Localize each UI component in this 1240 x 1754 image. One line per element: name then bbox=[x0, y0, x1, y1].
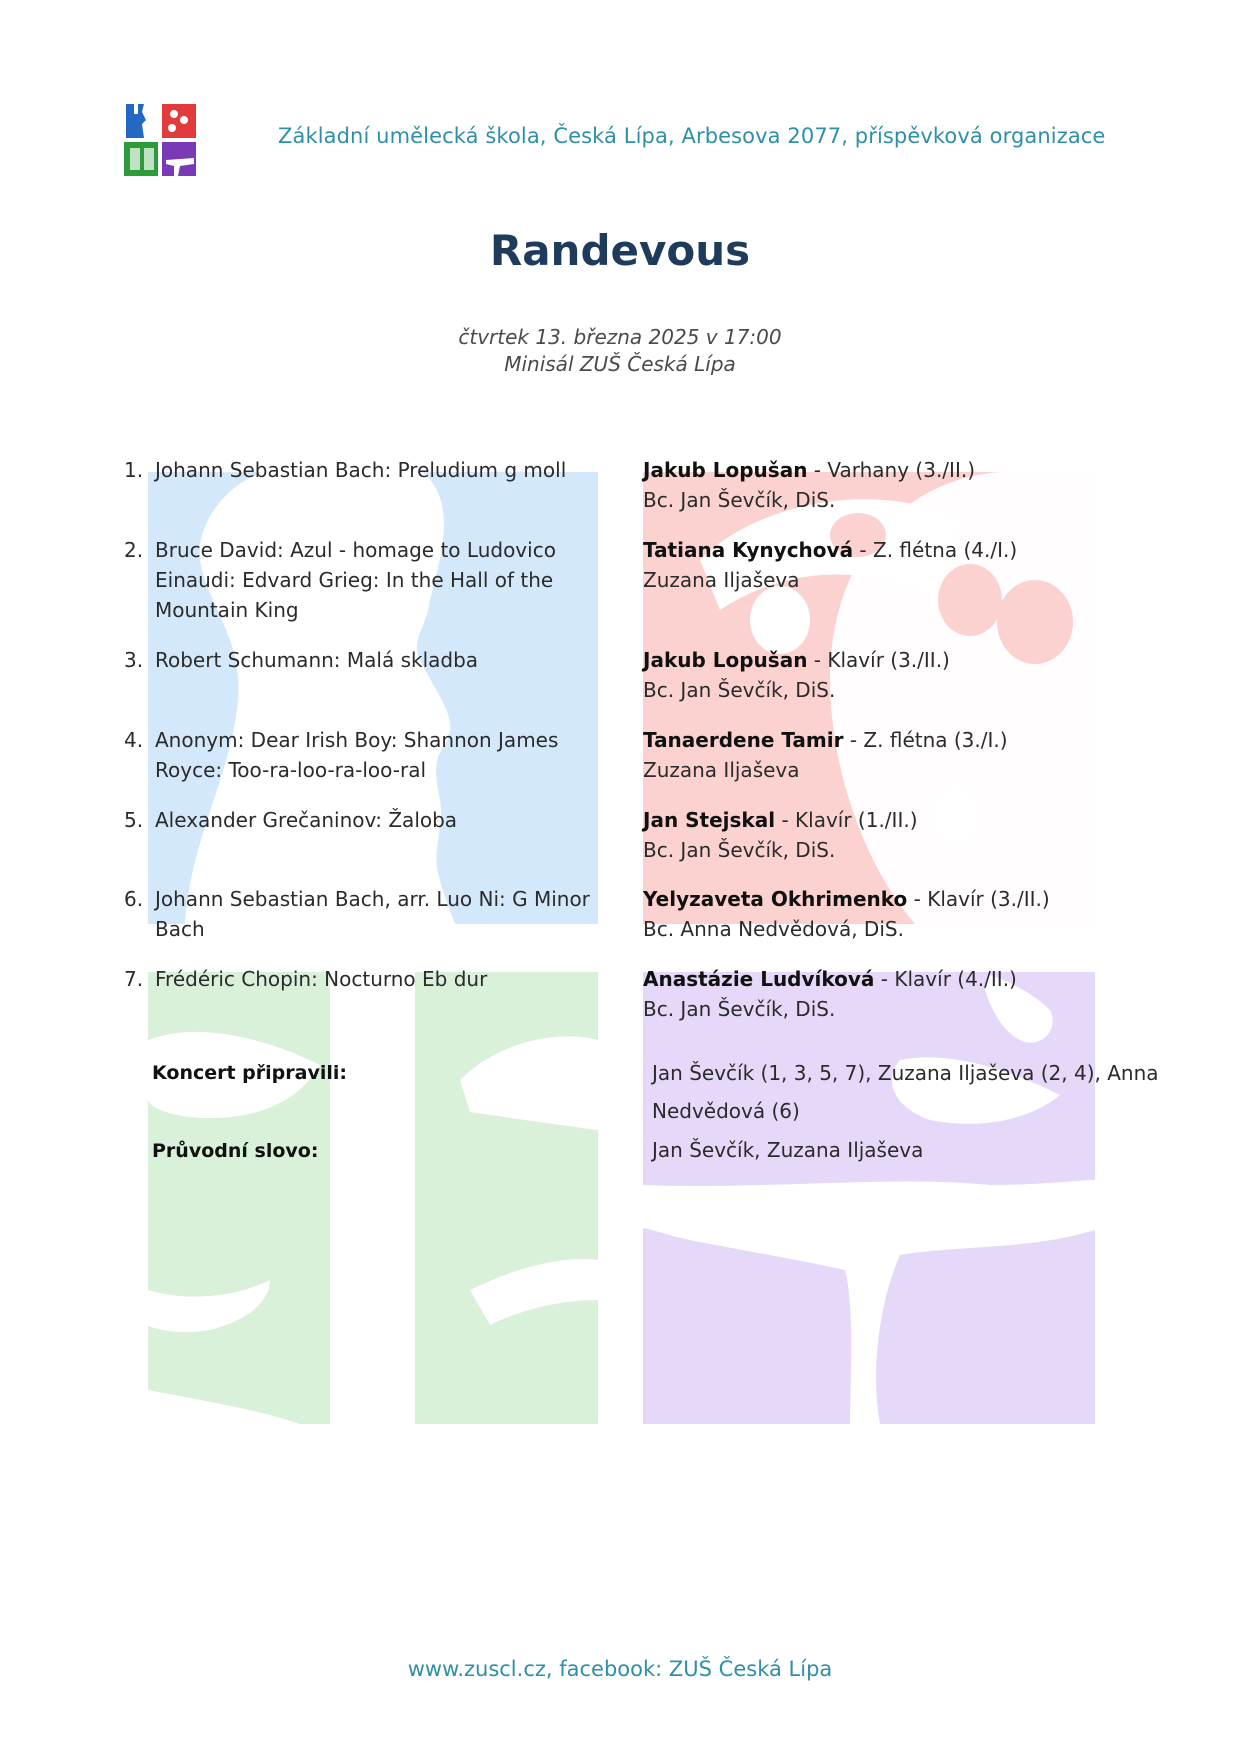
instrument: - Z. flétna (4./I.) bbox=[853, 538, 1018, 562]
performer-2 bbox=[643, 535, 1143, 595]
piece-title: Robert Schumann: Malá skladba bbox=[155, 648, 479, 672]
program-item-2: 2. Bruce David: Azul - homage to Ludovico Einaudi: Edvard Grieg: In the Hall of the Mountain King bbox=[124, 535, 604, 625]
teacher: Bc. Anna Nedvědová, DiS. bbox=[643, 917, 904, 941]
program-item-5: 5. Alexander Grečaninov: Žaloba bbox=[124, 805, 604, 835]
performer-6 bbox=[643, 884, 1143, 944]
instrument: - Klavír (3./II.) bbox=[807, 648, 950, 672]
program-item-3: 3. Robert Schumann: Malá skladba bbox=[124, 645, 604, 675]
host-value: Jan Ševčík, Zuzana Iljaševa bbox=[652, 1138, 924, 1162]
instrument: - Varhany (3./II.) bbox=[807, 458, 976, 482]
program-item-7: 7. Frédéric Chopin: Nocturno Eb dur bbox=[124, 964, 604, 994]
teacher: Bc. Jan Ševčík, DiS. bbox=[643, 838, 836, 862]
footer-links: www.zuscl.cz, facebook: ZUŠ Česká Lípa bbox=[407, 1657, 833, 1681]
teacher: Bc. Jan Ševčík, DiS. bbox=[643, 488, 836, 512]
instrument: - Z. flétna (3./I.) bbox=[843, 728, 1008, 752]
instrument: - Klavír (1./II.) bbox=[775, 808, 918, 832]
performer-3 bbox=[643, 645, 1143, 705]
performer-7 bbox=[643, 964, 1143, 1024]
performer-1 bbox=[643, 455, 1143, 515]
concert-date: čtvrtek 13. března 2025 v 17:00 bbox=[458, 325, 782, 349]
performer-5 bbox=[643, 805, 1143, 865]
performer-name: Jakub Lopušan bbox=[643, 458, 808, 482]
program-item-4: 4. Anonym: Dear Irish Boy: Shannon James Royce: Too-ra-loo-ra-loo-ral bbox=[124, 725, 604, 785]
performer-name: Yelyzaveta Okhrimenko bbox=[643, 887, 908, 911]
performer-name: Anastázie Ludvíková bbox=[643, 967, 875, 991]
piece-title: Frédéric Chopin: Nocturno Eb dur bbox=[155, 967, 488, 991]
prepared-label: Koncert připravili: bbox=[152, 1062, 347, 1084]
theatre-masks-icon bbox=[148, 972, 598, 1424]
teacher: Bc. Jan Ševčík, DiS. bbox=[643, 678, 836, 702]
concert-title: Randevous bbox=[489, 226, 751, 275]
concert-venue: Minisál ZUŠ Česká Lípa bbox=[504, 352, 736, 376]
performer-name: Tatiana Kynychová bbox=[643, 538, 854, 562]
piece-title: Johann Sebastian Bach: Preludium g moll bbox=[155, 458, 567, 482]
program-item-1: 1. Johann Sebastian Bach: Preludium g moll bbox=[124, 455, 604, 485]
performer-name: Tanaerdene Tamir bbox=[643, 728, 844, 752]
program-item-6: 6. Johann Sebastian Bach, arr. Luo Ni: G Minor Bach bbox=[124, 884, 604, 944]
performer-4 bbox=[643, 725, 1143, 785]
teacher: Zuzana Iljaševa bbox=[643, 758, 800, 782]
school-name: Základní umělecká škola, Česká Lípa, Arbesova 2077, příspěvková organizace bbox=[278, 124, 1106, 148]
teacher: Bc. Jan Ševčík, DiS. bbox=[643, 997, 836, 1021]
prepared-value: Jan Ševčík (1, 3, 5, 7), Zuzana Iljaševa (2, 4), Anna Nedvědová (6) bbox=[652, 1061, 1159, 1123]
performer-name: Jakub Lopušan bbox=[643, 648, 808, 672]
piece-title: Anonym: Dear Irish Boy: Shannon James Royce: Too-ra-loo-ra-loo-ral bbox=[155, 728, 559, 782]
instrument: - Klavír (3./II.) bbox=[907, 887, 1050, 911]
instrument: - Klavír (4./II.) bbox=[874, 967, 1017, 991]
piece-title: Johann Sebastian Bach, arr. Luo Ni: G Minor Bach bbox=[155, 887, 590, 941]
school-logo-icon bbox=[124, 104, 196, 176]
host-label: Průvodní slovo: bbox=[152, 1140, 319, 1162]
piece-title: Bruce David: Azul - homage to Ludovico Einaudi: Edvard Grieg: In the Hall of the Mountain King bbox=[155, 538, 556, 622]
performer-name: Jan Stejskal bbox=[643, 808, 776, 832]
dancer-icon bbox=[643, 972, 1095, 1424]
teacher: Zuzana Iljaševa bbox=[643, 568, 800, 592]
piece-title: Alexander Grečaninov: Žaloba bbox=[155, 808, 458, 832]
